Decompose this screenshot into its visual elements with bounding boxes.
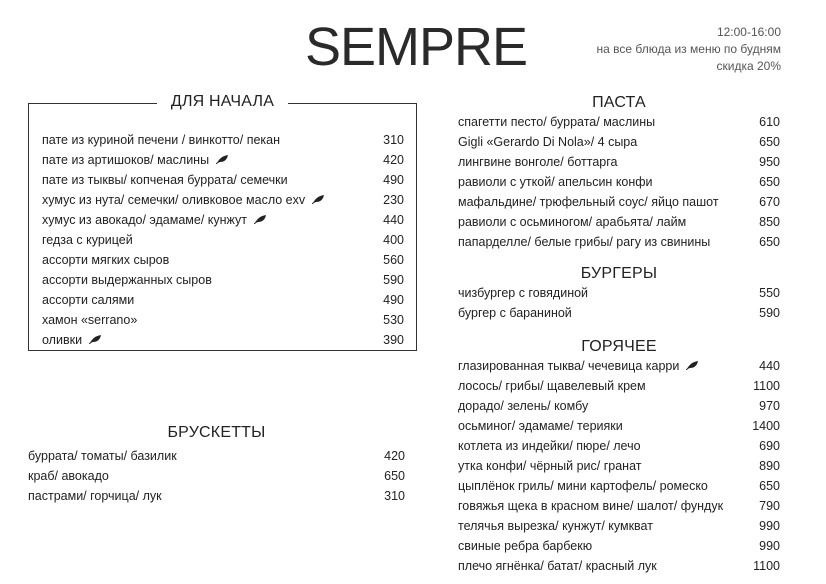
menu-item-name: говяжья щека в красном вине/ шалот/ фундук bbox=[458, 499, 724, 513]
menu-item-price: 590 bbox=[759, 306, 780, 320]
menu-item bbox=[458, 476, 780, 496]
menu-item bbox=[42, 130, 404, 150]
leaf-icon bbox=[216, 150, 230, 170]
menu-item-name: пате из тыквы/ копченая буррата/ семечки bbox=[42, 173, 288, 187]
menu-item-name: пате из артишоков/ маслины bbox=[42, 150, 230, 171]
menu-item-name: равиоли с осьминогом/ арабьята/ лайм bbox=[458, 215, 687, 229]
bruschetta-section bbox=[28, 424, 405, 506]
menu-item bbox=[458, 496, 780, 516]
menu-item bbox=[458, 436, 780, 456]
menu-item-price: 420 bbox=[384, 449, 405, 463]
menu-item-name: лингвине вонголе/ боттарга bbox=[458, 155, 618, 169]
menu-item-name: спагетти песто/ буррата/ маслины bbox=[458, 115, 656, 129]
menu-item-price: 650 bbox=[759, 235, 780, 249]
menu-item-price: 990 bbox=[759, 539, 780, 553]
menu-item bbox=[42, 290, 404, 310]
menu-item bbox=[458, 376, 780, 396]
menu-item-price: 490 bbox=[383, 293, 404, 307]
menu-item bbox=[42, 190, 404, 210]
menu-item bbox=[28, 486, 405, 506]
menu-item-price: 650 bbox=[759, 135, 780, 149]
menu-item-price: 590 bbox=[383, 273, 404, 287]
starters-title: ДЛЯ НАЧАЛА bbox=[157, 93, 288, 110]
leaf-icon bbox=[254, 210, 268, 230]
bruschetta-list bbox=[28, 446, 405, 506]
menu-item-price: 690 bbox=[759, 439, 780, 453]
menu-item-name: осьминог/ эдамаме/ терияки bbox=[458, 419, 623, 433]
menu-item-name: котлета из индейки/ пюре/ лечо bbox=[458, 439, 641, 453]
menu-item-price: 950 bbox=[759, 155, 780, 169]
menu-item-price: 420 bbox=[383, 153, 404, 167]
menu-item-name: глазированная тыква/ чечевица карри bbox=[458, 356, 700, 377]
bruschetta-title: БРУСКЕТТЫ bbox=[167, 424, 266, 441]
menu-item-name: пастрами/ горчица/ лук bbox=[28, 489, 162, 503]
menu-item-price: 650 bbox=[384, 469, 405, 483]
brand-title: SEMPRE bbox=[305, 17, 528, 77]
menu-item-price: 390 bbox=[383, 333, 404, 347]
promo-line-1: на все блюда из меню по будням bbox=[596, 42, 781, 56]
menu-item-price: 310 bbox=[384, 489, 405, 503]
starters-title-wrap bbox=[29, 93, 416, 111]
menu-item-price: 440 bbox=[759, 359, 780, 373]
menu-item-price: 230 bbox=[383, 193, 404, 207]
menu-item-name: ассорти мягких сыров bbox=[42, 253, 170, 267]
starters-list bbox=[42, 130, 404, 350]
menu-item bbox=[42, 310, 404, 330]
hot-title: ГОРЯЧЕЕ bbox=[581, 338, 657, 355]
menu-item bbox=[458, 132, 780, 152]
menu-item-name: оливки bbox=[42, 330, 103, 351]
menu-item-name: Gigli «Gerardo Di Nola»/ 4 сыра bbox=[458, 135, 638, 149]
menu-item-price: 890 bbox=[759, 459, 780, 473]
menu-item-name: свиные ребра барбекю bbox=[458, 539, 593, 553]
menu-item bbox=[42, 270, 404, 290]
burgers-section bbox=[458, 265, 780, 323]
menu-item bbox=[42, 230, 404, 250]
menu-item-price: 650 bbox=[759, 479, 780, 493]
menu-item-name: цыплёнок гриль/ мини картофель/ ромеско bbox=[458, 479, 708, 493]
starters-section bbox=[28, 93, 417, 351]
menu-item-name: гедза с курицей bbox=[42, 233, 133, 247]
menu-item-name: хумус из нута/ семечки/ оливковое масло exv bbox=[42, 190, 326, 211]
menu-item-name: лосось/ грибы/ щавелевый крем bbox=[458, 379, 646, 393]
menu-item bbox=[458, 516, 780, 536]
leaf-icon bbox=[686, 356, 700, 376]
promo-note bbox=[597, 24, 781, 75]
promo-line-2: скидка 20% bbox=[716, 59, 781, 73]
menu-item bbox=[458, 396, 780, 416]
hot-section bbox=[458, 338, 780, 576]
menu-item-price: 850 bbox=[759, 215, 780, 229]
menu-item-price: 990 bbox=[759, 519, 780, 533]
menu-item-name: дорадо/ зелень/ комбу bbox=[458, 399, 589, 413]
menu-item-price: 670 bbox=[759, 195, 780, 209]
menu-item bbox=[458, 172, 780, 192]
burgers-list bbox=[458, 283, 780, 323]
menu-item-name: равиоли с уткой/ апельсин конфи bbox=[458, 175, 653, 189]
hot-list bbox=[458, 356, 780, 576]
menu-item-name: ассорти выдержанных сыров bbox=[42, 273, 212, 287]
menu-item-name: буррата/ томаты/ базилик bbox=[28, 449, 177, 463]
menu-item-price: 970 bbox=[759, 399, 780, 413]
menu-item-name: чизбургер с говядиной bbox=[458, 286, 589, 300]
menu-item-name: утка конфи/ чёрный рис/ гранат bbox=[458, 459, 642, 473]
leaf-icon bbox=[312, 190, 326, 210]
menu-item-price: 530 bbox=[383, 313, 404, 327]
menu-item-price: 490 bbox=[383, 173, 404, 187]
menu-item bbox=[458, 456, 780, 476]
promo-time: 12:00-16:00 bbox=[716, 25, 781, 39]
menu-item-name: плечо ягнёнка/ батат/ красный лук bbox=[458, 559, 657, 573]
menu-item-price: 1100 bbox=[753, 559, 780, 573]
menu-item-name: краб/ авокадо bbox=[28, 469, 109, 483]
menu-item-price: 550 bbox=[759, 286, 780, 300]
menu-item-price: 560 bbox=[383, 253, 404, 267]
menu-item bbox=[42, 150, 404, 170]
menu-item bbox=[458, 212, 780, 232]
burgers-title: БУРГЕРЫ bbox=[580, 265, 658, 282]
leaf-icon bbox=[89, 330, 103, 350]
menu-item bbox=[458, 152, 780, 172]
menu-item-name: хамон «serrano» bbox=[42, 313, 138, 327]
menu-item bbox=[458, 192, 780, 212]
menu-item bbox=[458, 556, 780, 576]
menu-item-price: 790 bbox=[759, 499, 780, 513]
menu-item-name: хумус из авокадо/ эдамаме/ кунжут bbox=[42, 210, 268, 231]
pasta-title: ПАСТА bbox=[592, 94, 646, 111]
menu-item-price: 1100 bbox=[753, 379, 780, 393]
menu-item bbox=[458, 283, 780, 303]
menu-item bbox=[458, 303, 780, 323]
menu-item-price: 440 bbox=[383, 213, 404, 227]
menu-item-price: 650 bbox=[759, 175, 780, 189]
menu-item-price: 1400 bbox=[752, 419, 780, 433]
pasta-section bbox=[458, 94, 780, 252]
menu-item-name: папарделле/ белые грибы/ рагу из свинины bbox=[458, 235, 711, 249]
menu-item bbox=[28, 446, 405, 466]
menu-item bbox=[42, 250, 404, 270]
menu-item bbox=[458, 232, 780, 252]
menu-item-name: мафальдине/ трюфельный соус/ яйцо пашот bbox=[458, 195, 719, 209]
menu-item bbox=[458, 356, 780, 376]
menu-item-name: пате из куриной печени / винкотто/ пекан bbox=[42, 133, 281, 147]
menu-item bbox=[458, 416, 780, 436]
menu-item-price: 610 bbox=[759, 115, 780, 129]
menu-item bbox=[42, 330, 404, 350]
menu-item bbox=[458, 112, 780, 132]
menu-item-name: бургер с бараниной bbox=[458, 306, 572, 320]
menu-item bbox=[28, 466, 405, 486]
pasta-list bbox=[458, 112, 780, 252]
menu-item-name: телячья вырезка/ кунжут/ кумкват bbox=[458, 519, 653, 533]
menu-item bbox=[42, 210, 404, 230]
menu-item-price: 310 bbox=[383, 133, 404, 147]
menu-item-price: 400 bbox=[383, 233, 404, 247]
menu-item bbox=[458, 536, 780, 556]
menu-item bbox=[42, 170, 404, 190]
menu-item-name: ассорти салями bbox=[42, 293, 135, 307]
